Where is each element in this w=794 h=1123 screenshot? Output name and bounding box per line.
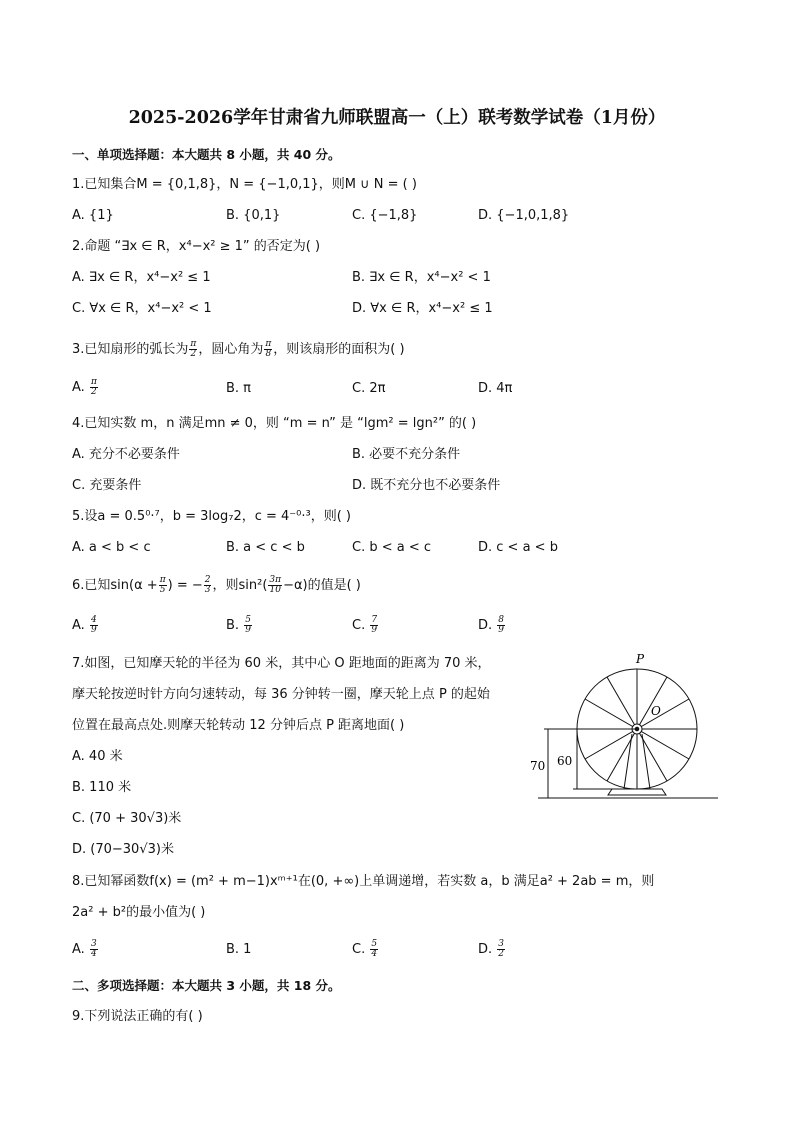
q2-option-b: B. ∃x ∈ R，x⁴−x² < 1 <box>352 270 491 285</box>
fraction: $\frac{\pi}{2}$ <box>190 339 197 359</box>
q8-option-b: B. 1 <box>226 942 252 957</box>
q5-option-b: B. a < c < b <box>226 540 305 555</box>
q1-option-c: C. {−1,8} <box>352 208 418 223</box>
label-60: 60 <box>557 754 573 768</box>
q4-option-b: B. 必要不充分条件 <box>352 447 461 462</box>
ferris-wheel-figure <box>520 648 725 806</box>
q3-stem: 3.已知扇形的弧长为 $\frac{\pi}{2}$ ，圆心角为 $\frac{\pi}{8}$ ，则该扇形的面积为( ) <box>72 339 405 359</box>
q5-option-a: A. a < b < c <box>72 540 151 555</box>
q8-option-c: C. $\frac{5}{4}$ <box>352 939 378 959</box>
q1-option-b: B. {0,1} <box>226 208 281 223</box>
q2-option-a: A. ∃x ∈ R，x⁴−x² ≤ 1 <box>72 270 211 285</box>
q2-option-c: C. ∀x ∈ R，x⁴−x² < 1 <box>72 301 212 316</box>
q7-option-c: C. (70 + 30√3)米 <box>72 811 182 826</box>
q6-stem: 6.已知sin(α + $\frac{\pi}{5}$ ) = − $\frac{2}{3}$ ，则sin²( $\frac{3\pi}{10}$ −α)的值是( ) <box>72 575 361 595</box>
fraction: $\frac{\pi}{8}$ <box>265 339 272 359</box>
q5-option-d: D. c < a < b <box>478 540 558 555</box>
q7-stem-line3: 位置在最高点处.则摩天轮转动 12 分钟后点 P 距离地面( ) <box>72 718 405 733</box>
q8-stem-line2: 2a² + b²的最小值为( ) <box>72 905 206 920</box>
q7-option-d: D. (70−30√3)米 <box>72 842 174 857</box>
q6-option-c: C. $\frac{7}{9}$ <box>352 615 378 635</box>
q7-stem-line1: 7.如图，已知摩天轮的半径为 60 米，其中心 O 距地面的距离为 70 米， <box>72 656 491 671</box>
q9-stem: 9.下列说法正确的有( ) <box>72 1009 203 1024</box>
q2-option-d: D. ∀x ∈ R，x⁴−x² ≤ 1 <box>352 301 493 316</box>
q7-option-b: B. 110 米 <box>72 780 132 795</box>
q8-stem-line1: 8.已知幂函数f(x) = (m² + m−1)xᵐ⁺¹在(0, +∞)上单调递增，若实数 a，b 满足a² + 2ab = m，则 <box>72 874 655 889</box>
q1-option-d: D. {−1,0,1,8} <box>478 208 570 223</box>
q4-stem: 4.已知实数 m，n 满足mn ≠ 0，则 “m = n” 是 “lgm² = lgn²” 的( ) <box>72 416 477 431</box>
q4-option-d: D. 既不充分也不必要条件 <box>352 478 501 493</box>
section-heading-multiple-choice: 二、多项选择题：本大题共 3 小题，共 18 分。 <box>72 978 341 993</box>
page-title: 2025-2026学年甘肃省九师联盟高一（上）联考数学试卷（1月份） <box>128 108 666 128</box>
q6-option-a: A. $\frac{4}{9}$ <box>72 615 97 635</box>
q6-option-b: B. $\frac{5}{9}$ <box>226 615 251 635</box>
q1-stem: 1.已知集合M = {0,1,8}，N = {−1,0,1}，则M ∪ N = ( ) <box>72 177 417 192</box>
q8-option-a: A. $\frac{3}{4}$ <box>72 939 97 959</box>
q3-option-b: B. π <box>226 381 252 396</box>
q4-option-c: C. 充要条件 <box>72 478 142 493</box>
q3-option-d: D. 4π <box>478 381 513 396</box>
q1-option-a: A. {1} <box>72 208 114 223</box>
q6-option-d: D. $\frac{8}{9}$ <box>478 615 505 635</box>
q4-option-a: A. 充分不必要条件 <box>72 447 180 462</box>
label-o: O <box>651 704 661 718</box>
label-70: 70 <box>530 759 546 773</box>
q7-option-a: A. 40 米 <box>72 749 123 764</box>
q5-option-c: C. b < a < c <box>352 540 432 555</box>
section-heading-single-choice: 一、单项选择题：本大题共 8 小题，共 40 分。 <box>72 147 341 162</box>
q3-option-a: A. $\frac{\pi}{2}$ <box>72 377 97 397</box>
q8-option-d: D. $\frac{3}{2}$ <box>478 939 505 959</box>
q3-option-c: C. 2π <box>352 381 386 396</box>
label-p: P <box>636 652 645 666</box>
q2-stem: 2.命题 “∃x ∈ R，x⁴−x² ≥ 1” 的否定为( ) <box>72 239 321 254</box>
q7-stem-line2: 摩天轮按逆时针方向匀速转动，每 36 分钟转一圈，摩天轮上点 P 的起始 <box>72 687 490 702</box>
q5-stem: 5.设a = 0.5⁰·⁷，b = 3log₇2，c = 4⁻⁰·³，则( ) <box>72 509 352 524</box>
